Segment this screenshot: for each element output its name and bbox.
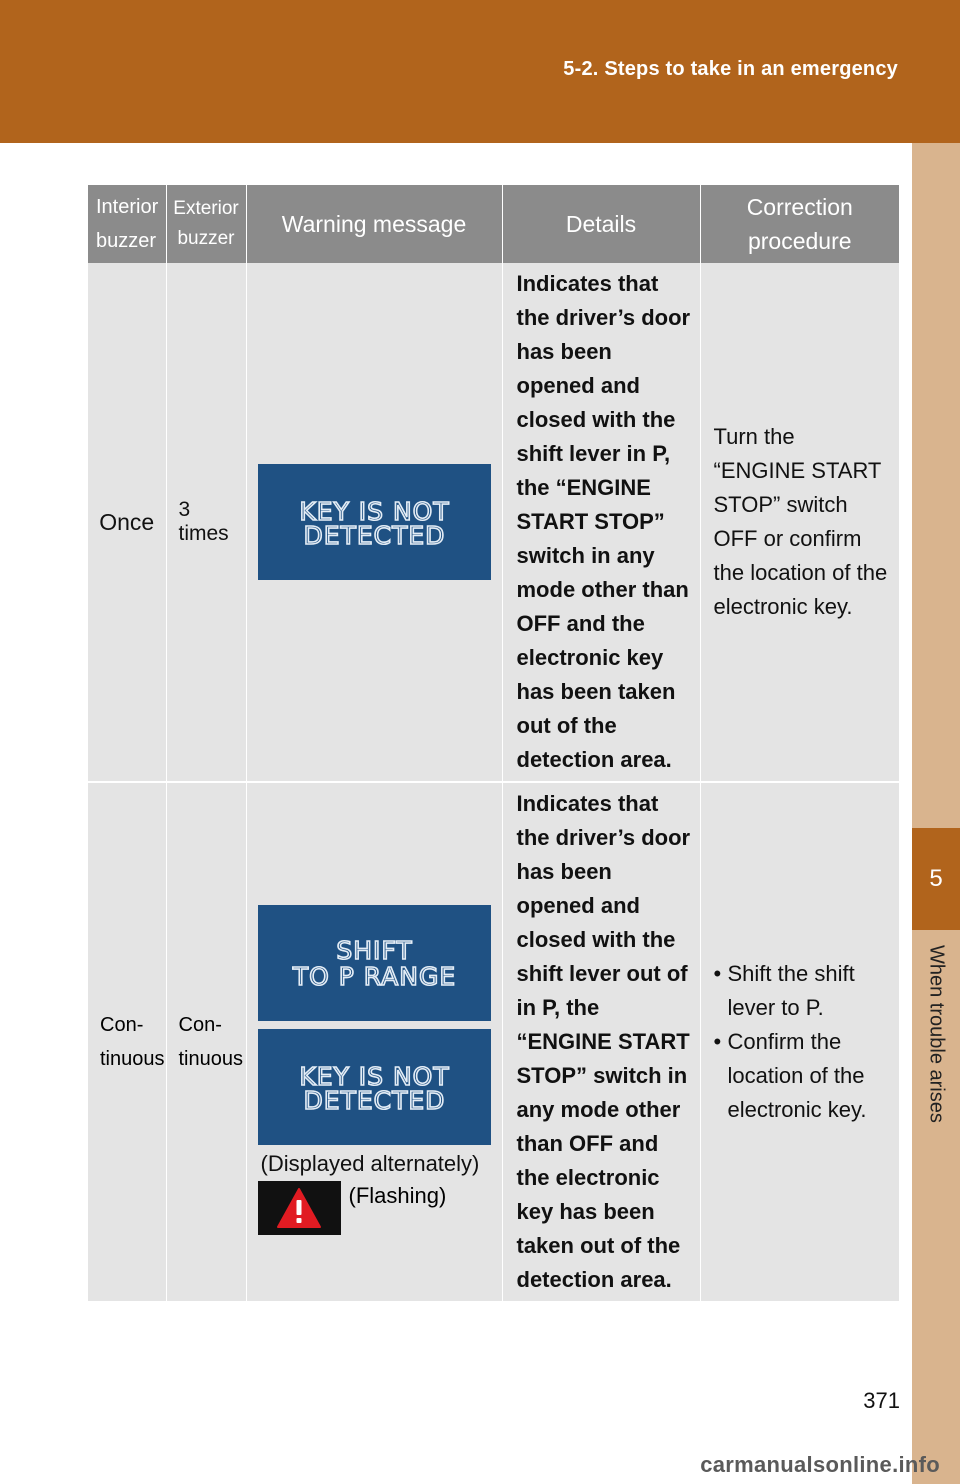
display-text xyxy=(258,905,491,1021)
interior-line2: tinuous xyxy=(100,1048,165,1070)
table-header-row xyxy=(88,185,899,263)
page-header xyxy=(0,0,960,143)
header-correction-procedure xyxy=(700,185,899,263)
side-strip xyxy=(912,143,960,1484)
display-line2: DETECTED xyxy=(303,1086,446,1115)
flash-caption: (Flashing) xyxy=(348,1183,447,1208)
cell-correction: Turn the “ENGINE START STOP” switch OFF or confirm the location of the electronic key. xyxy=(700,263,899,782)
header-warning-message: Warning message xyxy=(246,185,502,263)
bullet-dot: • xyxy=(713,961,722,986)
chapter-number: 5 xyxy=(929,865,943,892)
header-exterior-line2: buzzer xyxy=(177,228,235,249)
display-line1: SHIFT xyxy=(336,936,413,965)
chapter-name: When trouble arises xyxy=(925,945,948,1123)
display-line1: KEY IS NOT xyxy=(299,1062,450,1091)
bullet-dot: • xyxy=(713,1029,722,1054)
table-row xyxy=(88,782,899,1302)
correction-bullet xyxy=(714,957,892,1025)
flash-indicator xyxy=(258,1181,492,1235)
header-interior-line2: buzzer xyxy=(96,230,157,252)
display-key-not-detected xyxy=(258,464,491,580)
chapter-tab xyxy=(912,828,960,930)
cell-warning-message xyxy=(246,263,502,782)
warning-table xyxy=(88,185,899,1303)
display-key-not-detected xyxy=(258,1029,491,1145)
cell-details: Indicates that the driver’s door has been opened and closed with the shift lever out of in P, the “ENGINE START STOP” switch in any mode other than OFF and the electronic key has been taken out of the detection area. xyxy=(502,782,700,1302)
header-exterior-line1: Exterior xyxy=(173,198,239,219)
cell-exterior-buzzer xyxy=(166,782,246,1302)
header-interior-buzzer xyxy=(88,185,166,263)
display-line2: TO P RANGE xyxy=(292,962,457,991)
cell-interior-buzzer: Once xyxy=(88,263,166,782)
table-row xyxy=(88,263,899,782)
exterior-line1: Con- xyxy=(178,1014,222,1036)
warning-triangle-shape xyxy=(276,1187,322,1229)
header-interior-line1: Interior xyxy=(96,196,159,218)
section-title: 5-2. Steps to take in an emergency xyxy=(563,58,898,80)
display-shift-to-p-range xyxy=(258,905,491,1021)
alternate-caption: (Displayed alternately) xyxy=(260,1151,480,1176)
display-text xyxy=(258,1029,491,1145)
correction-bullet-text: Shift the shift lever to P. xyxy=(727,961,855,1020)
interior-line1: Con- xyxy=(100,1014,144,1036)
display-text xyxy=(258,464,491,580)
display-line1: KEY IS NOT xyxy=(299,497,450,526)
cell-interior-buzzer xyxy=(88,782,166,1302)
header-correction-line2: procedure xyxy=(747,228,852,254)
correction-bullet-text: Confirm the location of the electronic key. xyxy=(727,1029,867,1122)
display-line2: DETECTED xyxy=(303,521,446,550)
page-number: 371 xyxy=(863,1388,900,1413)
cell-warning-message xyxy=(246,782,502,1302)
warning-triangle-icon xyxy=(258,1181,341,1235)
exterior-line2: tinuous xyxy=(178,1048,243,1070)
header-details: Details xyxy=(502,185,700,263)
cell-exterior-buzzer: 3 times xyxy=(166,263,246,782)
cell-details: Indicates that the driver’s door has been opened and closed with the shift lever in P, the “ENGINE START STOP” switch in any mode other than OFF and the electronic key has been taken out of the detection area. xyxy=(502,263,700,782)
watermark: carmanualsonline.info xyxy=(700,1452,940,1477)
header-correction-line1: Correction xyxy=(746,194,853,220)
correction-bullet xyxy=(714,1025,892,1127)
cell-correction xyxy=(700,782,899,1302)
header-exterior-buzzer xyxy=(166,185,246,263)
